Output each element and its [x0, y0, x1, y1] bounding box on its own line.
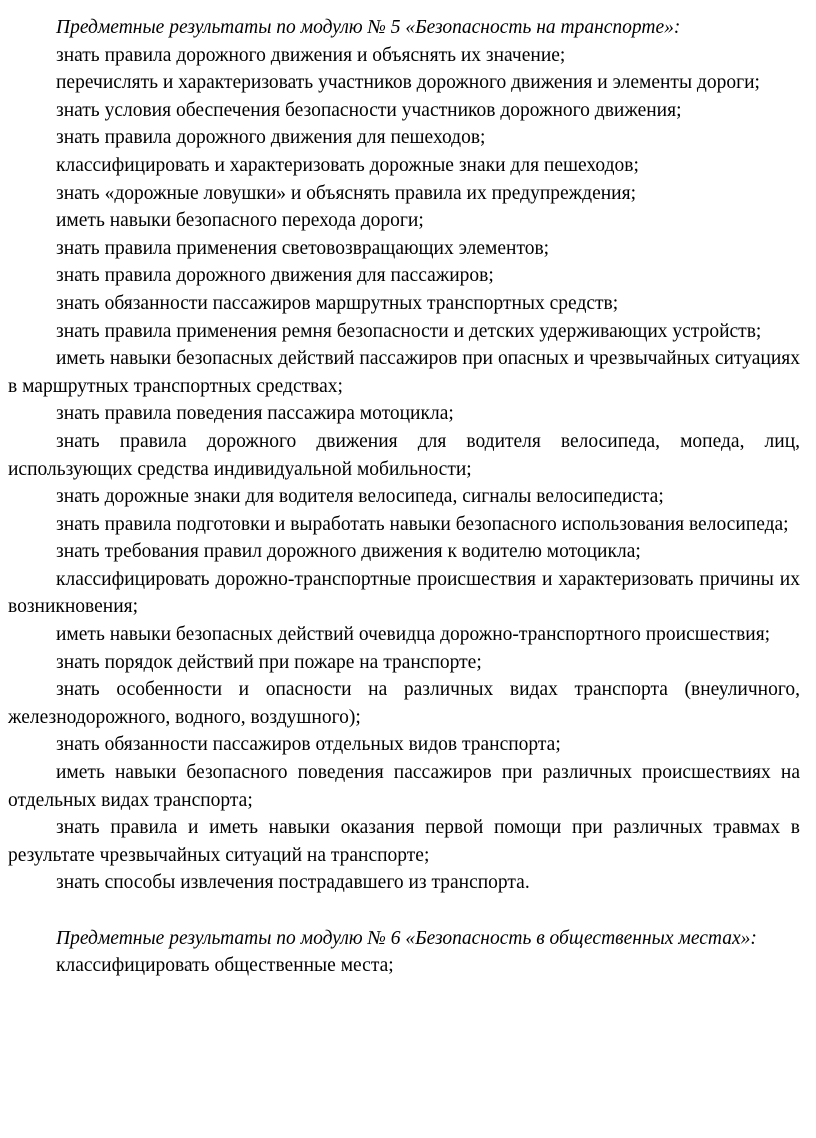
list-item: знать правила дорожного движения для пассажиров; [56, 265, 494, 287]
list-item: перечислять и характеризовать участников дорожного движения и элементы дороги; [56, 72, 760, 94]
list-item: знать правила применения ремня безопасности и детских удерживающих устройств; [56, 320, 762, 342]
list-item: знать правила дорожного движения для водителя велосипеда, мопеда, лиц, использующих средства индивидуальной мобильности; [8, 430, 800, 480]
list-item: знать дорожные знаки для водителя велосипеда, сигналы велосипедиста; [56, 486, 664, 508]
list-item: знать способы извлечения пострадавшего из транспорта. [56, 872, 530, 894]
section-spacer [8, 897, 800, 925]
list-item: иметь навыки безопасных действий очевидца дорожно-транспортного происшествия; [56, 624, 771, 646]
list-item: классифицировать и характеризовать дорожные знаки для пешеходов; [56, 154, 639, 176]
module-5-heading: Предметные результаты по модулю № 5 «Безопасность на транспорте»: [56, 17, 681, 38]
list-item: знать «дорожные ловушки» и объяснять правила их предупреждения; [56, 182, 636, 204]
list-item: знать правила дорожного движения для пешеходов; [56, 127, 486, 149]
list-item: классифицировать общественные места; [56, 955, 394, 977]
list-item: знать особенности и опасности на различных видах транспорта (внеуличного, железнодорожного, водного, воздушного); [8, 679, 800, 728]
list-item: иметь навыки безопасного перехода дороги; [56, 210, 424, 232]
list-item: знать правила поведения пассажира мотоцикла; [56, 403, 454, 425]
list-item: иметь навыки безопасного поведения пассажиров при различных происшествиях на отдельных видах транспорта; [8, 762, 800, 811]
module-6-section [8, 925, 800, 980]
list-item: знать правила и иметь навыки оказания первой помощи при различных травмах в результате чрезвычайных ситуаций на транспорте; [8, 817, 800, 866]
list-item: знать условия обеспечения безопасности участников дорожного движения; [56, 99, 682, 121]
module-5-section [8, 14, 800, 897]
list-item: знать правила дорожного движения и объяснять их значение; [56, 44, 566, 66]
list-item: классифицировать дорожно-транспортные происшествия и характеризовать причины их возникновения; [8, 568, 800, 618]
list-item: знать правила подготовки и выработать навыки безопасного использования велосипеда; [56, 513, 789, 535]
document-page [8, 14, 800, 980]
list-item: знать правила применения световозвращающих элементов; [56, 237, 550, 259]
list-item: знать порядок действий при пожаре на транспорте; [56, 651, 482, 673]
module-6-heading: Предметные результаты по модулю № 6 «Безопасность в общественных местах»: [56, 927, 757, 949]
list-item: знать обязанности пассажиров маршрутных транспортных средств; [56, 292, 619, 314]
list-item: знать требования правил дорожного движения к водителю мотоцикла; [56, 541, 641, 563]
list-item: знать обязанности пассажиров отдельных видов транспорта; [56, 734, 561, 756]
list-item: иметь навыки безопасных действий пассажиров при опасных и чрезвычайных ситуациях в маршрутных транспортных средствах; [8, 348, 800, 397]
